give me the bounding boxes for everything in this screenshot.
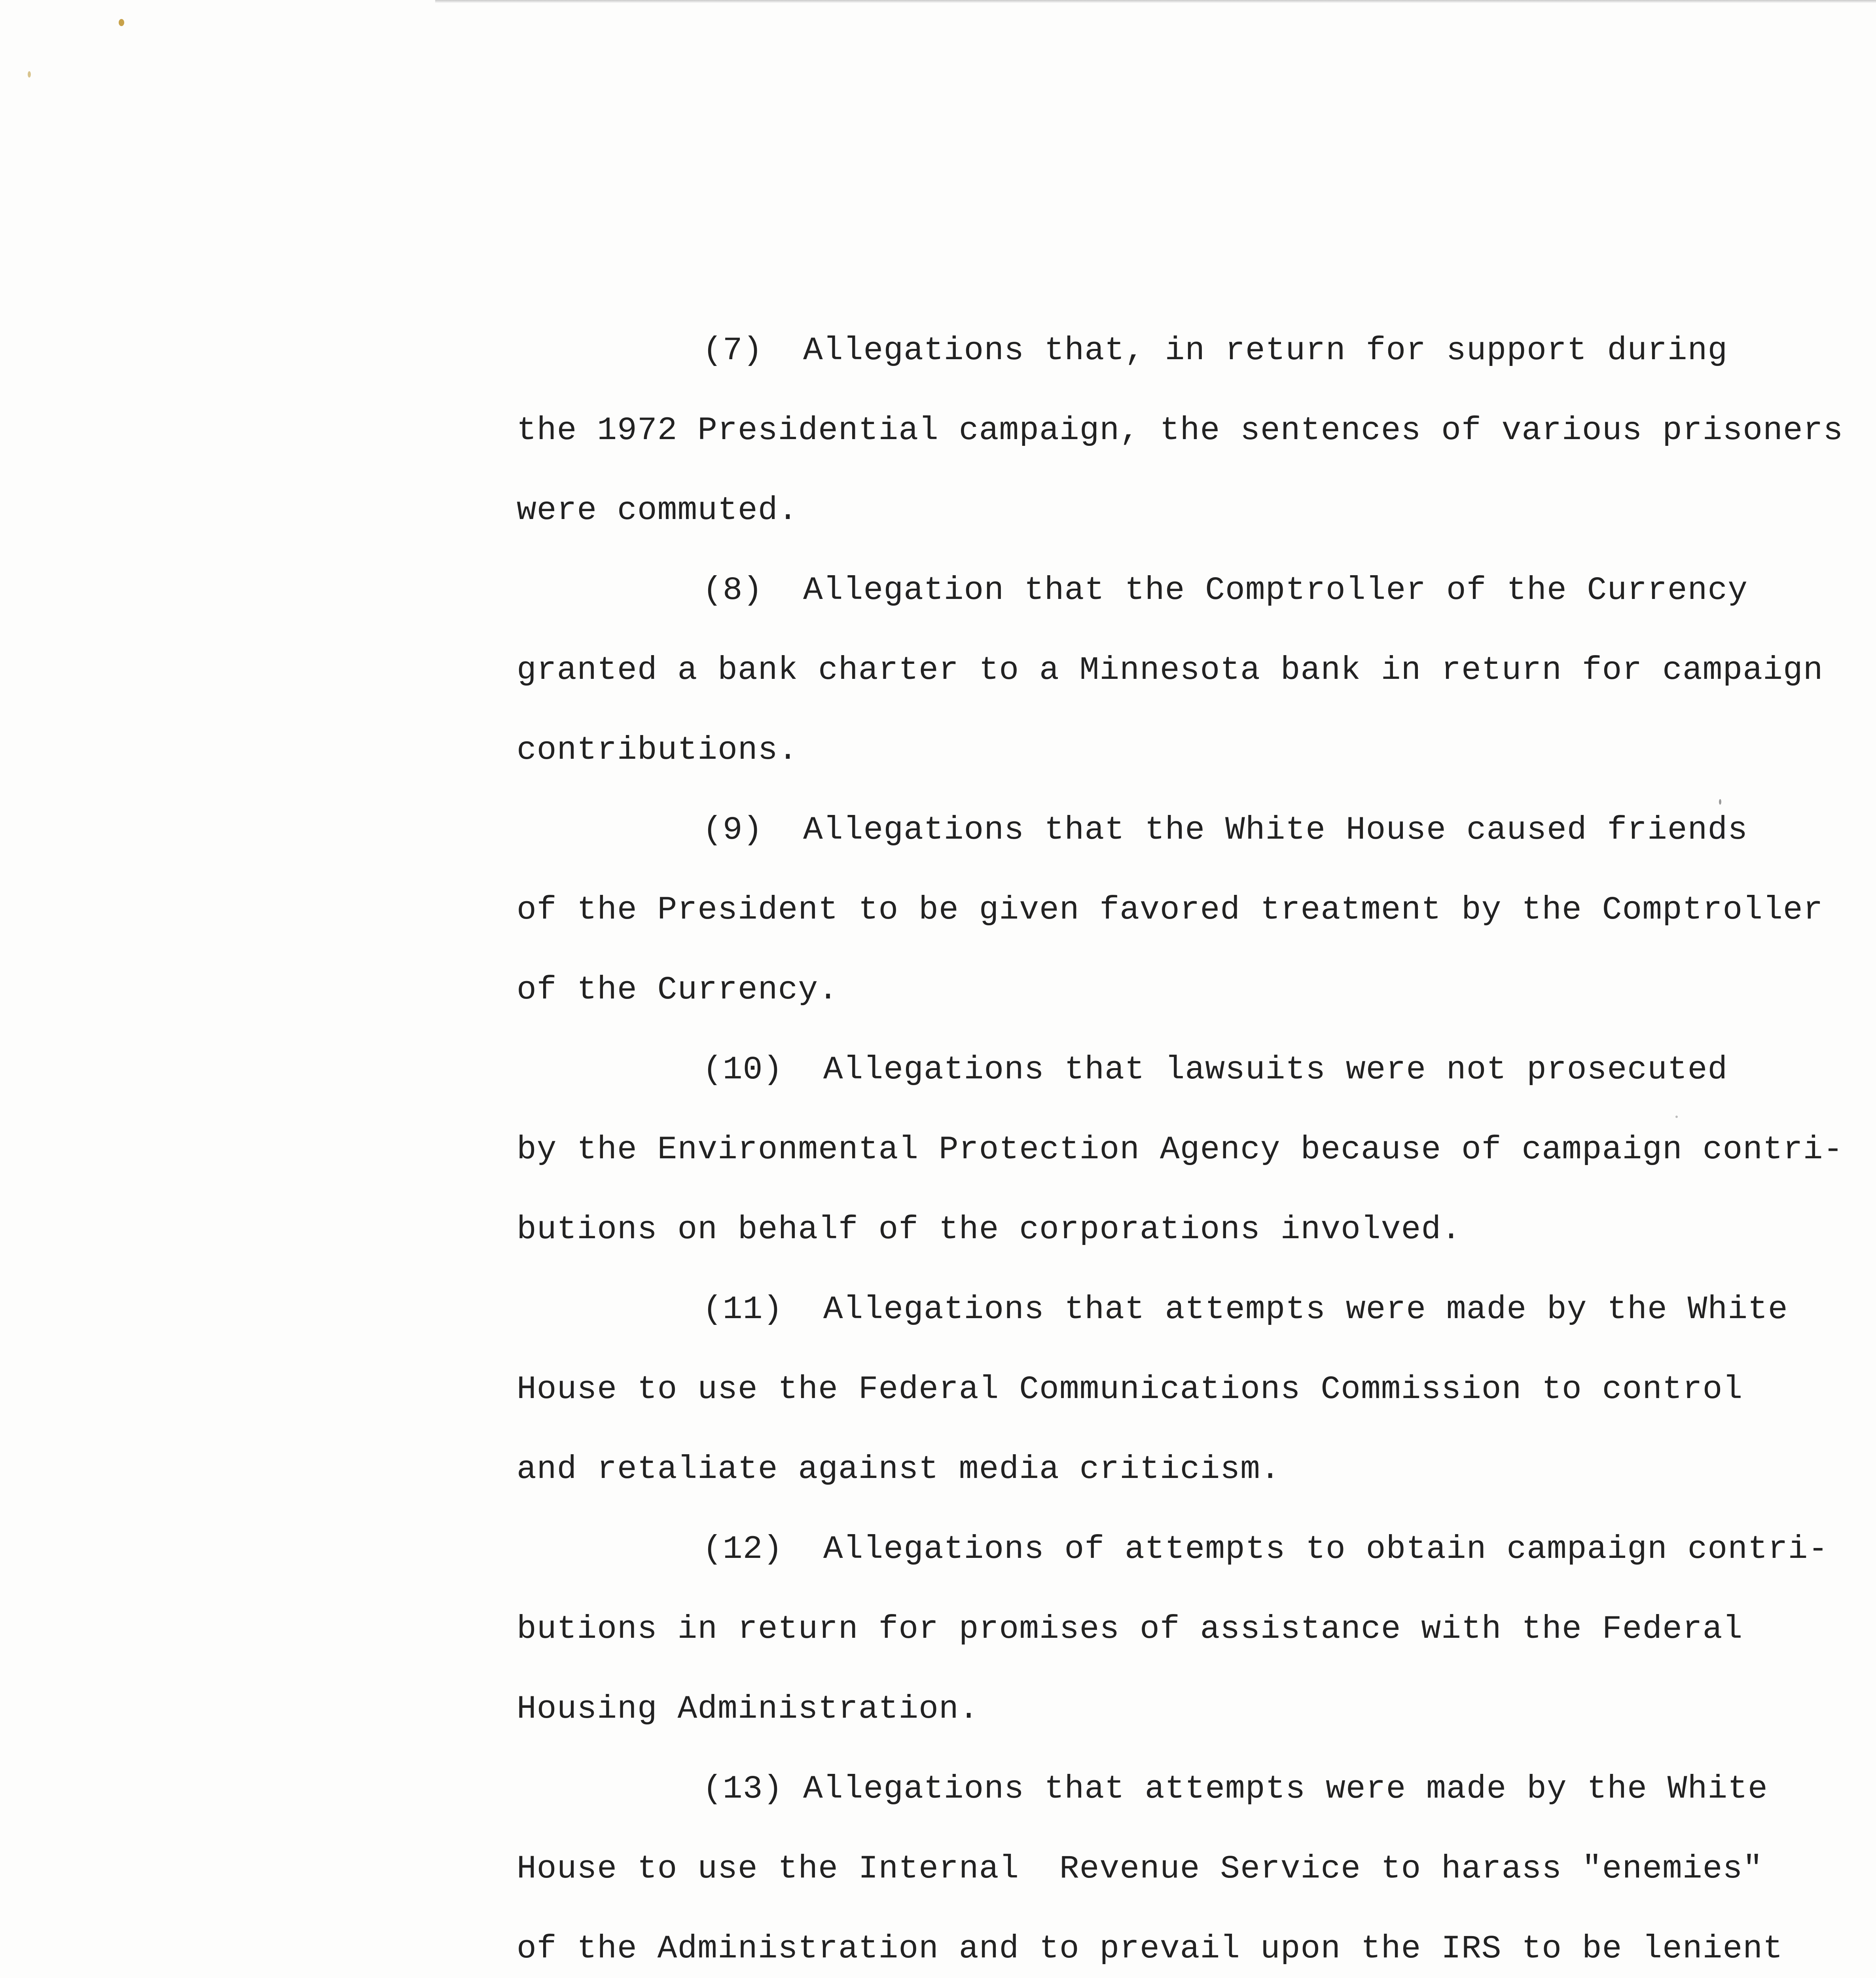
text-line: Housing Administration.: [517, 1690, 979, 1728]
text-line: by the Environmental Protection Agency because of campaign contri-: [517, 1131, 1844, 1168]
text-line: of the Administration and to prevail upon the IRS to be lenient: [517, 1930, 1783, 1967]
text-line: (9) Allegations that the White House caused friends: [703, 811, 1748, 849]
text-line: of the President to be given favored treatment by the Comptroller: [517, 891, 1823, 928]
document-body: [331, 311, 1844, 1978]
allegation-paragraph-11: [331, 1269, 1788, 1509]
text-line: (13) Allegations that attempts were made by the White: [703, 1770, 1768, 1807]
text-line: House to use the Internal Revenue Service to harass "enemies": [517, 1850, 1763, 1887]
allegation-paragraph-10: [331, 1030, 1844, 1269]
text-line: (11) Allegations that attempts were made by the White: [703, 1291, 1788, 1328]
text-line: the 1972 Presidential campaign, the sentences of various prisoners: [517, 412, 1844, 449]
text-line: House to use the Federal Communications Commission to control: [517, 1371, 1743, 1408]
text-line: (7) Allegations that, in return for support during: [703, 332, 1728, 369]
text-line: and retaliate against media criticism.: [517, 1451, 1281, 1488]
allegation-paragraph-13: [331, 1749, 1783, 1978]
text-line: granted a bank charter to a Minnesota bank in return for campaign: [517, 652, 1823, 689]
text-line: of the Currency.: [517, 971, 838, 1008]
text-line: butions on behalf of the corporations involved.: [517, 1211, 1461, 1248]
text-line: (10) Allegations that lawsuits were not prosecuted: [703, 1051, 1728, 1088]
allegation-paragraph-7: [331, 311, 1844, 550]
allegation-paragraph-9: [331, 790, 1823, 1030]
text-line: butions in return for promises of assistance with the Federal: [517, 1610, 1743, 1648]
text-line: (12) Allegations of attempts to obtain campaign contri-: [703, 1531, 1829, 1568]
paper-speck: [119, 19, 124, 26]
scan-edge-shadow: [435, 0, 1876, 3]
text-line: were commuted.: [517, 492, 798, 529]
text-line: (8) Allegation that the Comptroller of the Currency: [703, 572, 1748, 609]
allegation-paragraph-12: [331, 1509, 1829, 1749]
allegation-paragraph-8: [331, 550, 1823, 790]
text-line: contributions.: [517, 731, 798, 769]
paper-speck: [28, 71, 31, 78]
